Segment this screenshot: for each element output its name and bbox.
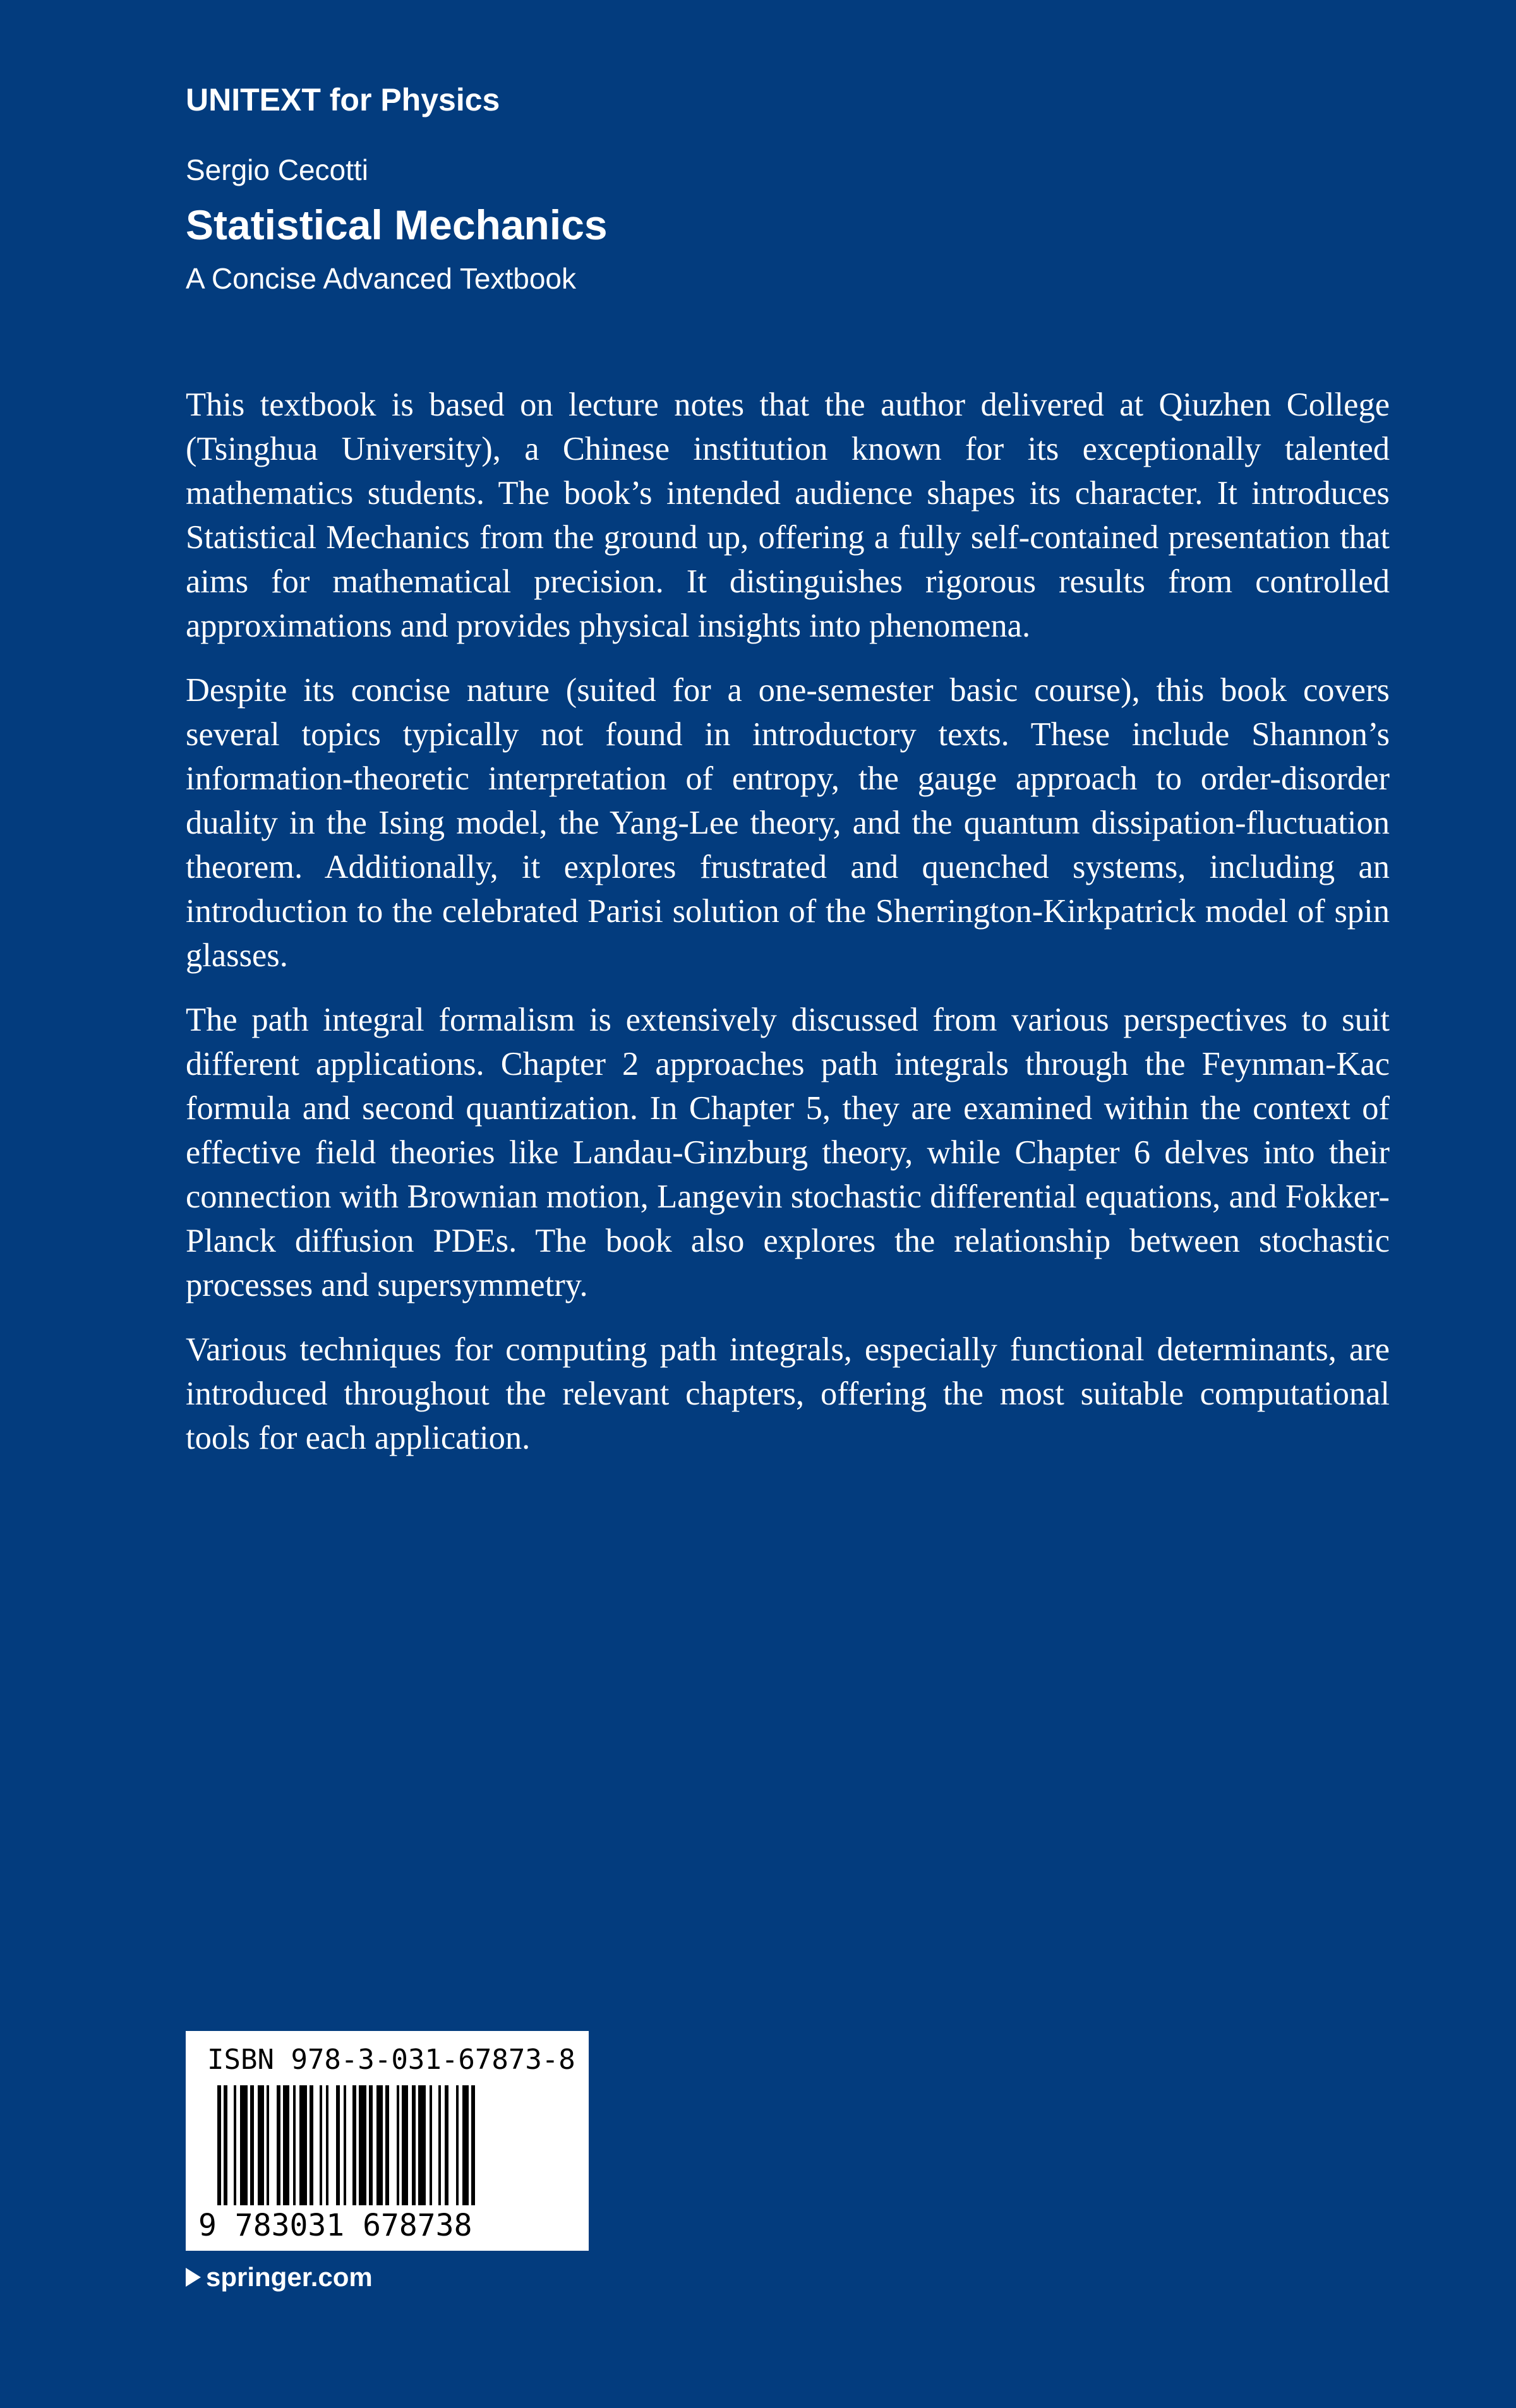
barcode-bar xyxy=(376,2085,383,2205)
publisher-url: springer.com xyxy=(206,2262,373,2292)
barcode-bar xyxy=(430,2085,432,2205)
author-name: Sergio Cecotti xyxy=(186,153,368,186)
barcode-bar xyxy=(336,2085,340,2205)
blurb-paragraph-1: This textbook is based on lecture notes that the author delivered at Qiuzhen College (Tsinghua University), a Chinese institution known for its exceptionally talented mathematics students. The book’s intended audience shapes its character. It introduces Statistical Mechanics from the ground up, offering a fully self-contained presentation that aims for mathematical precision. It distinguishes rigorous results from controlled approximations and provides physical insights into phenomena. xyxy=(186,386,1390,644)
barcode-bar xyxy=(250,2085,254,2205)
barcode-bar xyxy=(277,2085,280,2205)
barcode-bar xyxy=(326,2085,328,2205)
publisher-link[interactable] xyxy=(186,2258,373,2296)
barcode-bar xyxy=(352,2085,356,2205)
barcode-bar xyxy=(240,2085,248,2205)
barcode-bar xyxy=(258,2085,264,2205)
series-name: UNITEXT for Physics xyxy=(186,82,500,117)
barcode-bar xyxy=(438,2085,441,2205)
blurb-paragraph-4: Various techniques for computing path integrals, especially functional determinants, are introduced throughout the relevant chapters, offering the most suitable computational tools for each application. xyxy=(186,1331,1390,1456)
isbn-barcode xyxy=(186,2031,589,2251)
barcode-bar xyxy=(462,2085,469,2205)
barcode-bar xyxy=(412,2085,416,2205)
barcode-bar xyxy=(283,2085,289,2205)
barcode-bar xyxy=(369,2085,373,2205)
barcode-bar xyxy=(344,2085,346,2205)
barcode-bar xyxy=(402,2085,408,2205)
barcode-bar xyxy=(385,2085,389,2205)
barcode-bar xyxy=(310,2085,313,2205)
barcode-bar xyxy=(299,2085,307,2205)
barcode-bar xyxy=(418,2085,426,2205)
book-title: Statistical Mechanics xyxy=(186,201,608,248)
blurb xyxy=(186,383,1390,1480)
barcode-bar xyxy=(397,2085,399,2205)
isbn-number: ISBN 978-3-031-67873-8 xyxy=(207,2044,575,2076)
barcode-bar xyxy=(359,2085,366,2205)
book-subtitle: A Concise Advanced Textbook xyxy=(186,262,577,295)
blurb-paragraph-2: Despite its concise nature (suited for a one-semester basic course), this book covers several topics typically not found in introductory texts. These include Shannon’s information-theoretic interpretation of entropy, the gauge approach to order-disorder duality in the Ising model, the Yang-Lee theory, and the quantum dissipation-fluctuation theorem. Additionally, it explores frustrated and quenched systems, including an introduction to the celebrated Parisi solution of the Sherrington-Kirkpatrick model of spin glasses. xyxy=(186,672,1390,974)
barcode-bar xyxy=(234,2085,236,2205)
barcode-bar xyxy=(293,2085,296,2205)
barcode-bar xyxy=(267,2085,269,2205)
barcode-bar xyxy=(320,2085,322,2205)
barcode-bar xyxy=(217,2085,221,2205)
barcode-digits: 9 783031 678738 xyxy=(198,2208,472,2243)
barcode-bar xyxy=(224,2085,227,2205)
barcode-bar xyxy=(471,2085,475,2205)
arrow-right-icon xyxy=(186,2268,201,2287)
blurb-paragraph-3: The path integral formalism is extensively discussed from various perspectives to suit different applications. Chapter 2 approaches path integrals through the Feynman-Kac formula and second quantization. In Chapter 5, they are examined within the context of effective field theories like Landau-Ginzburg theory, while Chapter 6 delves into their connection with Brownian motion, Langevin stochastic differential equations, and Fokker-Planck diffusion PDEs. The book also explores the relationship between stochastic processes and supersymmetry. xyxy=(186,1002,1390,1303)
barcode-bar xyxy=(456,2085,459,2205)
barcode-bar xyxy=(445,2085,448,2205)
